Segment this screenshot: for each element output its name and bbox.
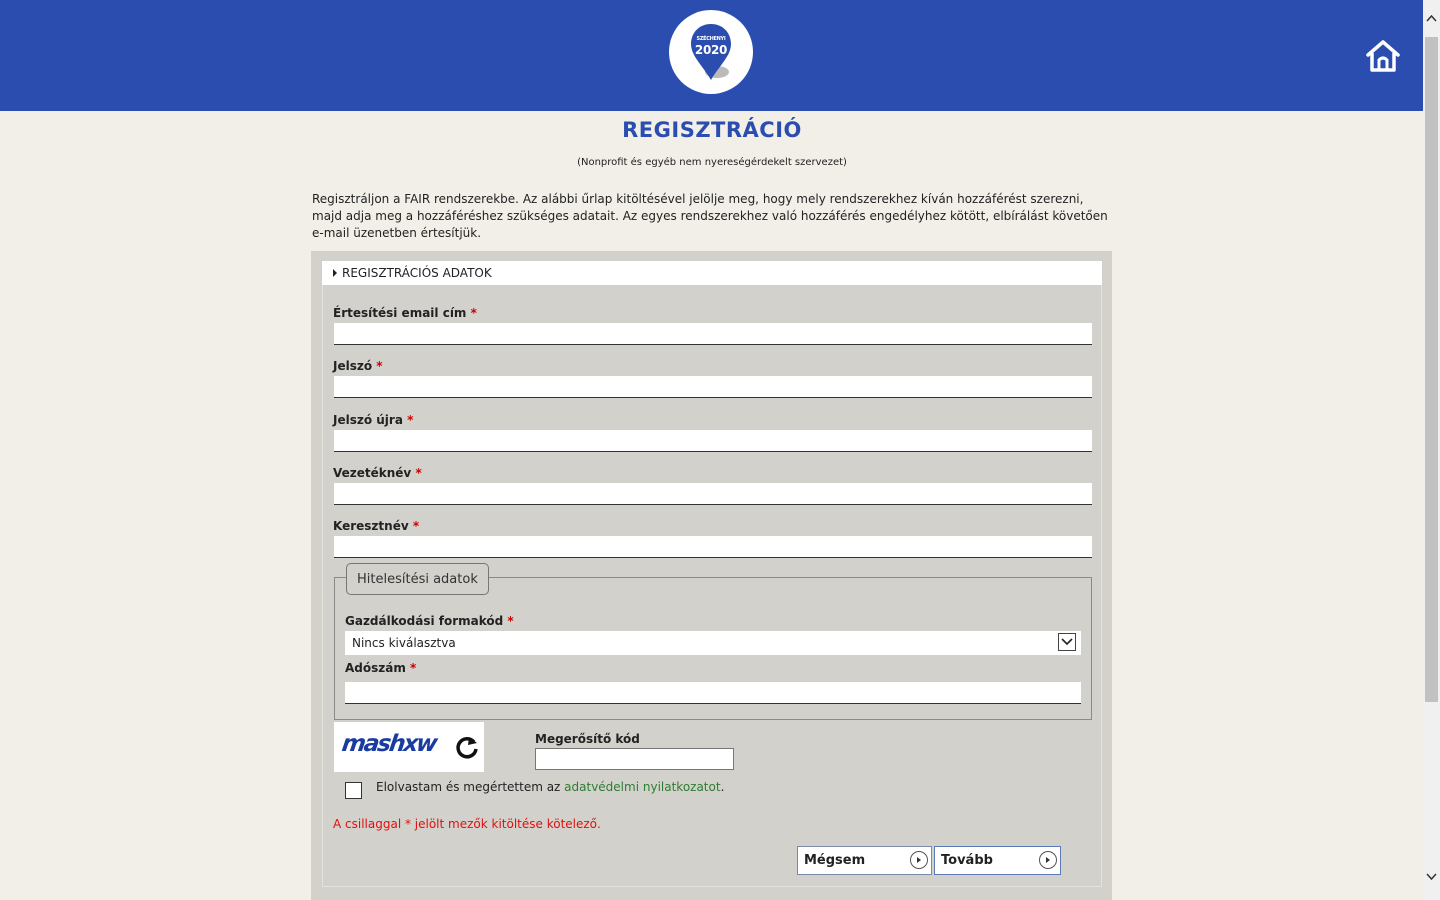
page-title: REGISZTRÁCIÓ	[622, 118, 802, 142]
email-input[interactable]	[334, 323, 1092, 345]
privacy-policy-link[interactable]: adatvédelmi nyilatkozatot	[564, 780, 721, 794]
captcha-input[interactable]	[535, 748, 734, 770]
captcha-image	[334, 722, 484, 772]
top-header-bar	[0, 0, 1423, 111]
captcha-label: Megerősítő kód	[535, 732, 640, 746]
tax-number-input[interactable]	[345, 682, 1081, 704]
expand-triangle-icon	[333, 269, 337, 277]
section-header-registration-data[interactable]	[322, 261, 1102, 285]
first-name-input[interactable]	[334, 536, 1092, 558]
org-code-selected-value: Nincs kiválasztva	[352, 636, 456, 650]
required-fields-note: A csillaggal * jelölt mezők kitöltése kötelező.	[333, 817, 601, 831]
password-label: Jelszó *	[333, 359, 383, 373]
email-label: Értesítési email cím *	[333, 306, 477, 320]
last-name-input[interactable]	[334, 483, 1092, 505]
refresh-captcha-icon[interactable]	[454, 734, 480, 760]
org-code-label: Gazdálkodási formakód *	[345, 614, 514, 628]
form-body	[322, 285, 1102, 887]
arrow-right-circle-icon	[1039, 851, 1057, 869]
home-button[interactable]	[1364, 37, 1402, 75]
cancel-button[interactable]	[797, 846, 932, 875]
last-name-label: Vezetéknév *	[333, 466, 422, 480]
intro-text: Regisztráljon a FAIR rendszerekbe. Az alábbi űrlap kitöltésével jelölje meg, hogy mely rendszerekhez kíván hozzáférést szerezni, majd adja meg a hozzáféréshez szükséges adatait. Az egyes rendszerekhez való hozzáférés engedélyhez kötött, elbírálást követően e-mail üzenetben értesítjük.	[312, 192, 1108, 240]
privacy-consent-text: Elolvastam és megértettem az adatvédelmi nyilatkozatot.	[376, 780, 725, 794]
home-icon	[1364, 37, 1402, 75]
privacy-consent-checkbox[interactable]	[345, 782, 362, 799]
section-title: REGISZTRÁCIÓS ADATOK	[342, 266, 492, 280]
cancel-button-label: Mégsem	[804, 853, 866, 868]
page-subtitle: (Nonprofit és egyéb nem nyereségérdekelt szervezet)	[577, 157, 847, 168]
password-input[interactable]	[334, 376, 1092, 398]
password-again-label: Jelszó újra *	[333, 413, 414, 427]
org-code-select[interactable]	[345, 631, 1081, 655]
next-button[interactable]	[934, 846, 1061, 875]
location-pin-icon	[689, 22, 733, 82]
next-button-label: Tovább	[941, 853, 993, 868]
arrow-right-circle-icon	[910, 851, 928, 869]
chevron-down-icon[interactable]	[1058, 633, 1076, 651]
logo-year-text: 2020	[694, 43, 728, 57]
szechenyi-2020-logo[interactable]	[669, 10, 753, 94]
scroll-up-arrow-icon[interactable]	[1423, 9, 1440, 26]
tax-number-label: Adószám *	[345, 661, 417, 675]
scrollbar-thumb[interactable]	[1425, 37, 1438, 702]
password-again-input[interactable]	[334, 430, 1092, 452]
logo-small-text: SZÉCHENYI	[696, 36, 726, 42]
auth-legend: Hitelesítési adatok	[346, 563, 489, 595]
scroll-down-arrow-icon[interactable]	[1423, 868, 1440, 885]
auth-fieldset	[334, 571, 1092, 720]
vertical-scrollbar[interactable]	[1423, 0, 1440, 900]
captcha-text: mashxw	[340, 731, 438, 757]
first-name-label: Keresztnév *	[333, 519, 420, 533]
registration-form-panel	[311, 251, 1112, 900]
